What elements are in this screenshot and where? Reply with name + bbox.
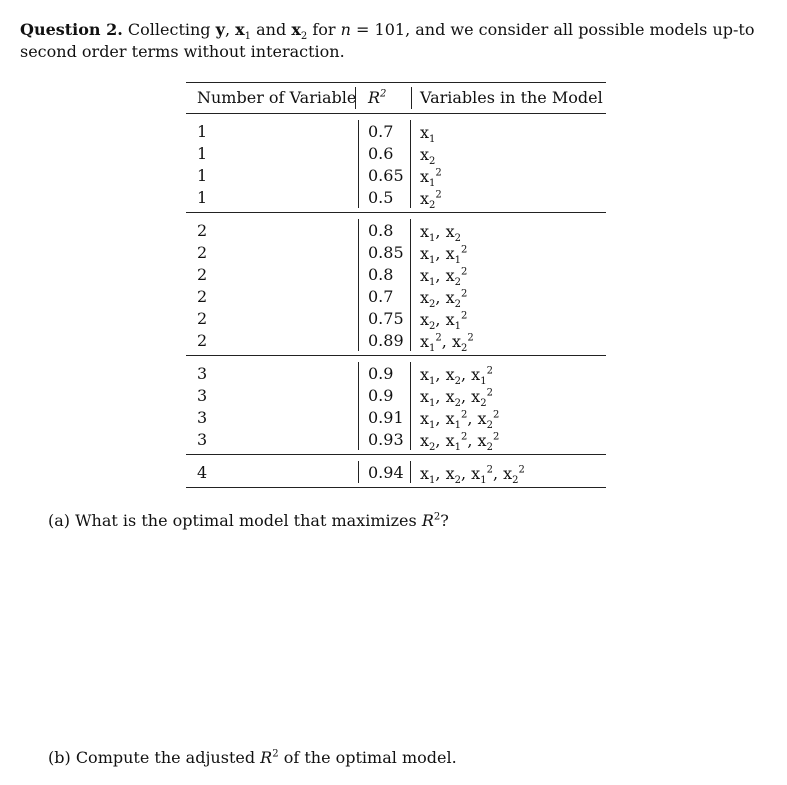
header-divider xyxy=(411,87,412,109)
table-row: 2 0.8 $x_1$, $x_2^2$ xyxy=(197,265,468,289)
table-row: 1 0.65 $x_1^2$ xyxy=(197,166,442,190)
model-variables: $x_2$, $x_1^2$ xyxy=(420,310,468,333)
model-variables: $x_1$, $x_2$, $x_2^2$ xyxy=(420,387,493,410)
table-group-3 xyxy=(186,356,606,454)
table-row: 3 0.91 $x_1$, $x_1^2$, $x_2^2$ xyxy=(197,408,500,432)
model-variables: $x_1^2$ xyxy=(420,167,442,190)
model-variables: $x_1$, $x_1^2$, $x_2^2$ xyxy=(420,409,500,432)
table-header xyxy=(186,83,606,113)
table-group-4 xyxy=(186,455,606,487)
table-row: 2 0.85 $x_1$, $x_1^2$ xyxy=(197,243,468,267)
model-variables: $x_1$, $x_2$ xyxy=(420,222,461,245)
model-variables: $x_2$, $x_1^2$, $x_2^2$ xyxy=(420,431,500,454)
table-row: 2 0.75 $x_2$, $x_1^2$ xyxy=(197,309,468,333)
table-row: 3 0.9 $x_1$, $x_2$, $x_1^2$ xyxy=(197,364,493,388)
question-line-1: Question 2. Collecting y, $x_1$ and $x_2$ for n = 101, and we consider all possible models up-to xyxy=(20,20,755,43)
table-row: 3 0.9 $x_1$, $x_2$, $x_2^2$ xyxy=(197,386,493,410)
model-variables: $x_1$, $x_2$, $x_1^2$ xyxy=(420,365,493,388)
header-divider xyxy=(355,87,356,109)
model-variables: $x_2$ xyxy=(420,145,436,168)
model-variables: $x_1$, $x_2^2$ xyxy=(420,266,468,289)
model-variables: $x_1^2$, $x_2^2$ xyxy=(420,332,474,355)
header-number-of-variable: Number of Variable xyxy=(197,88,357,107)
header-variables-in-model: Variables in the Model xyxy=(420,88,603,107)
table-group-1 xyxy=(186,114,606,212)
table-group-2 xyxy=(186,213,606,355)
question-label: Question 2. xyxy=(20,20,123,39)
model-variables: $x_1$ xyxy=(420,123,436,146)
table-row: 2 0.89 $x_1^2$, $x_2^2$ xyxy=(197,331,474,355)
table-row: 1 0.5 $x_2^2$ xyxy=(197,188,442,212)
table-row: 2 0.8 $x_1$, $x_2$ xyxy=(197,221,461,245)
table-row: 1 0.7 $x_1$ xyxy=(197,122,436,146)
table-row: 3 0.93 $x_2$, $x_1^2$, $x_2^2$ xyxy=(197,430,500,454)
table-row: 4 0.94 $x_1$, $x_2$, $x_1^2$, $x_2^2$ xyxy=(197,463,525,487)
model-variables: $x_2$, $x_2^2$ xyxy=(420,288,468,311)
table-row: 1 0.6 $x_2$ xyxy=(197,144,436,168)
part-a-question: (a) What is the optimal model that maximizes $R^2$? xyxy=(48,511,449,530)
model-variables: $x_1$, $x_1^2$ xyxy=(420,244,468,267)
model-variables: $x_2^2$ xyxy=(420,189,442,212)
r-squared-table xyxy=(186,82,606,488)
question-line-2: second order terms without interaction. xyxy=(20,42,345,61)
header-r-squared: $R^2$ xyxy=(368,88,387,107)
table-bottom-rule xyxy=(186,487,606,488)
model-variables: $x_1$, $x_2$, $x_1^2$, $x_2^2$ xyxy=(420,464,525,487)
table-row: 2 0.7 $x_2$, $x_2^2$ xyxy=(197,287,468,311)
part-b-question: (b) Compute the adjusted $R^2$ of the optimal model. xyxy=(48,748,457,767)
question-intro xyxy=(20,19,780,63)
